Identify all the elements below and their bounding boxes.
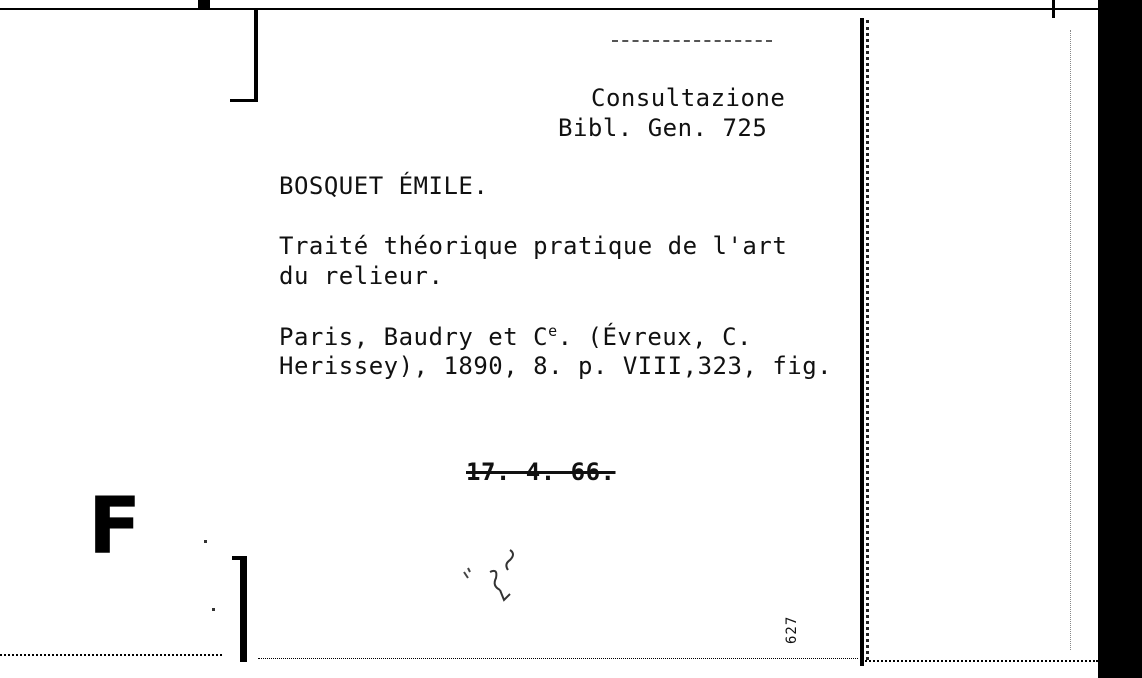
stray-dot-2 — [212, 608, 215, 611]
lower-bracket-cap — [232, 556, 244, 560]
imprint-line1-post: . (Évreux, C. — [557, 323, 752, 351]
card-right-border — [860, 18, 864, 666]
letter-f-stamp: F — [88, 482, 142, 572]
struck-date: 17. 4. 66. — [466, 458, 616, 486]
bracket-vertical — [254, 10, 258, 102]
bracket-foot — [230, 99, 258, 102]
card-right-border-texture — [866, 20, 869, 660]
top-border-right-tick — [1052, 0, 1055, 18]
scan-right-speckle — [1070, 30, 1071, 650]
imprint-line1-pre: Paris, Baudry et C — [279, 323, 549, 351]
title-line1: Traité théorique pratique de l'art — [279, 232, 788, 260]
imprint-line1 — [279, 322, 752, 351]
top-border — [0, 8, 1100, 10]
call-number-line2: Bibl. Gen. 725 — [558, 114, 768, 142]
side-number: 627 — [784, 615, 800, 644]
top-dash-marks — [612, 40, 772, 42]
imprint-line1-superscript: e — [548, 322, 558, 340]
call-number-line1: Consultazione — [591, 84, 786, 112]
bottom-scan-line-middle — [258, 658, 858, 659]
scan-right-edge — [1098, 0, 1142, 678]
title-line2: du relieur. — [279, 262, 444, 290]
top-border-tab — [198, 0, 210, 8]
author-heading: BOSQUET ÉMILE. — [279, 172, 489, 200]
bottom-scan-line-left — [0, 654, 222, 656]
bottom-scan-line-right — [862, 660, 1098, 662]
imprint-line2: Herissey), 1890, 8. p. VIII,323, fig. — [279, 352, 833, 380]
stray-dot-1 — [204, 540, 207, 543]
pencil-marks-svg — [460, 544, 524, 610]
pencil-marks — [460, 544, 524, 610]
lower-bracket-vertical — [240, 556, 247, 662]
